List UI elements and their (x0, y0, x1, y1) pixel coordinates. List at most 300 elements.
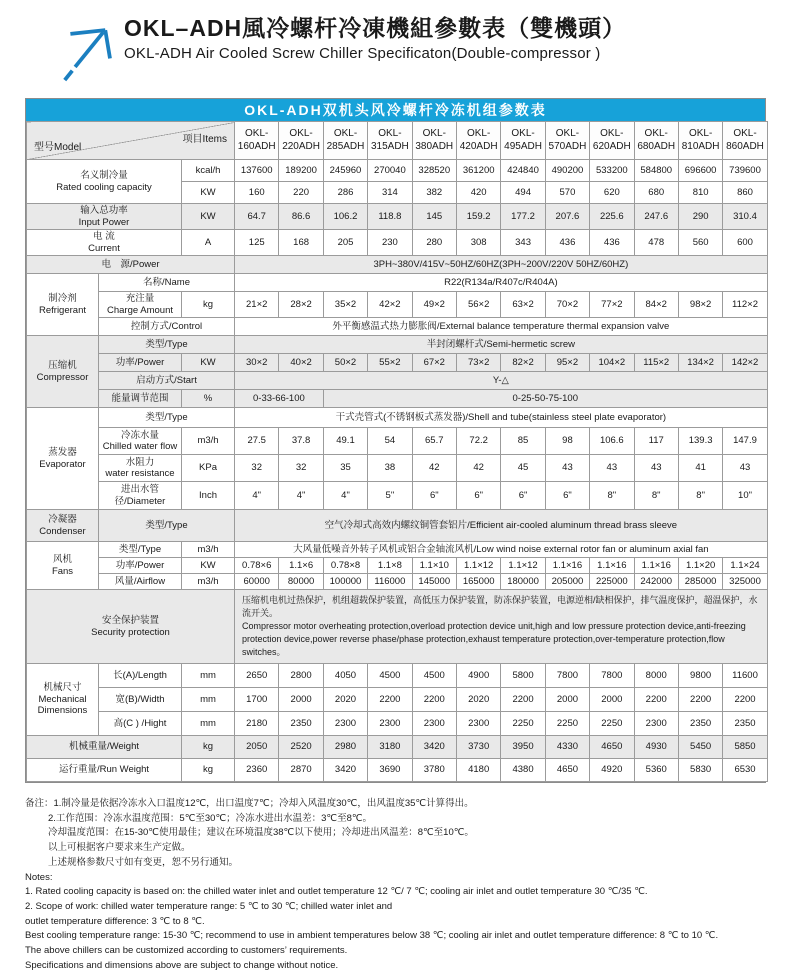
spec-row (27, 688, 768, 712)
value-cell: 494 (501, 182, 545, 204)
value-cell: 2000 (590, 688, 634, 712)
value-cell: 1.1×20 (678, 558, 722, 574)
row-label: 控制方式/Control (99, 318, 235, 336)
value-cell: 4920 (590, 759, 634, 782)
value-cell: 27.5 (235, 428, 279, 455)
value-cell: 620 (590, 182, 634, 204)
value-cell: 436 (545, 230, 589, 256)
value-cell: 60000 (235, 574, 279, 590)
value-cell: 177.2 (501, 204, 545, 230)
table-corner (27, 122, 235, 160)
value-cell: 67×2 (412, 354, 456, 372)
title-block (0, 10, 790, 94)
value-cell: 343 (501, 230, 545, 256)
value-cell: 600 (723, 230, 767, 256)
spec-row (27, 510, 768, 542)
row-label: 机械重量/Weight (27, 736, 182, 759)
value-cell: 696600 (678, 160, 722, 182)
note-line: The above chillers can be customized according to customers’ requirements. (25, 945, 348, 957)
value-cell: 420 (456, 182, 500, 204)
unit-cell: % (182, 390, 235, 408)
spec-row (27, 542, 768, 558)
note-line: 备注：1.制冷量是依据冷冻水入口温度12℃，出口温度7℃；冷却入风温度30℃，出风温度35℃计算得出。 (25, 798, 474, 809)
arrow-logo-icon (36, 16, 118, 82)
model-column-header: OKL- 285ADH (323, 122, 367, 160)
value-cell: 45 (501, 455, 545, 482)
row-label: 安全保护装置 Security protection (27, 590, 235, 664)
value-cell: 64.7 (235, 204, 279, 230)
value-cell: 77×2 (590, 292, 634, 318)
group-label: 冷凝器 Condenser (27, 510, 99, 542)
value-cell: 230 (368, 230, 412, 256)
value-cell: 205 (323, 230, 367, 256)
value-cell: 7800 (590, 664, 634, 688)
value-cell: 11600 (723, 664, 767, 688)
value-cell: 2200 (723, 688, 767, 712)
spec-row (27, 574, 768, 590)
corner-items-label: 项目Items (182, 134, 228, 145)
value-cell: 49×2 (412, 292, 456, 318)
value-cell: 285000 (678, 574, 722, 590)
value-cell: 65.7 (412, 428, 456, 455)
value-cell: 3420 (412, 736, 456, 759)
value-cell: 2200 (368, 688, 412, 712)
model-column-header: OKL- 220ADH (279, 122, 323, 160)
value-cell: 1700 (235, 688, 279, 712)
value-cell: 86.6 (279, 204, 323, 230)
unit-cell: A (182, 230, 235, 256)
value-cell: 63×2 (501, 292, 545, 318)
value-cell: 142×2 (723, 354, 767, 372)
model-column-header: OKL- 570ADH (545, 122, 589, 160)
merged-value-cell: R22(R134a/R407c/R404A) (235, 274, 768, 292)
value-cell: 2180 (235, 712, 279, 736)
spec-row (27, 318, 768, 336)
value-cell: 310.4 (723, 204, 767, 230)
value-cell: 2650 (235, 664, 279, 688)
value-cell: 280 (412, 230, 456, 256)
value-cell: 125 (235, 230, 279, 256)
value-cell: 80000 (279, 574, 323, 590)
value-cell: 139.3 (678, 428, 722, 455)
value-cell: 38 (368, 455, 412, 482)
value-cell: 180000 (501, 574, 545, 590)
value-cell: 43 (590, 455, 634, 482)
value-cell: 1.1×16 (545, 558, 589, 574)
value-cell: 49.1 (323, 428, 367, 455)
spec-row (27, 336, 768, 354)
model-column-header: OKL- 620ADH (590, 122, 634, 160)
row-label: 风量/Airflow (99, 574, 182, 590)
value-cell: 245960 (323, 160, 367, 182)
value-cell: 1.1×12 (501, 558, 545, 574)
spec-row (27, 712, 768, 736)
spec-row (27, 455, 768, 482)
unit-cell: mm (182, 688, 235, 712)
model-header-row (27, 122, 768, 160)
value-cell: 1.1×16 (634, 558, 678, 574)
value-cell: 739600 (723, 160, 767, 182)
row-label: 运行重量/Run Weight (27, 759, 182, 782)
value-cell: 680 (634, 182, 678, 204)
merged-value-cell: 大风量低噪音外转子风机或铝合金轴流风机/Low wind noise external rotor fan or aluminum axial fan (235, 542, 768, 558)
titles (124, 14, 626, 62)
value-cell: 220 (279, 182, 323, 204)
unit-cell: KW (182, 354, 235, 372)
value-cell: 4" (279, 482, 323, 510)
value-cell: 3950 (501, 736, 545, 759)
value-cell: 490200 (545, 160, 589, 182)
value-cell: 5450 (678, 736, 722, 759)
value-cell: 70×2 (545, 292, 589, 318)
spec-row (27, 230, 768, 256)
value-cell: 560 (678, 230, 722, 256)
unit-cell: m3/h (182, 542, 235, 558)
model-column-header: OKL- 420ADH (456, 122, 500, 160)
value-cell: 85 (501, 428, 545, 455)
value-cell: 35 (323, 455, 367, 482)
spec-table (25, 98, 766, 783)
value-cell: 43 (545, 455, 589, 482)
value-cell: 1.1×10 (412, 558, 456, 574)
value-cell: 2050 (235, 736, 279, 759)
value-cell: 205000 (545, 574, 589, 590)
value-cell: 2800 (279, 664, 323, 688)
row-label: 类型/Type (99, 408, 235, 428)
unit-cell: Inch (182, 482, 235, 510)
value-cell: 134×2 (678, 354, 722, 372)
value-cell: 117 (634, 428, 678, 455)
value-cell: 116000 (368, 574, 412, 590)
merged-value-cell: Y-△ (235, 372, 768, 390)
spec-row (27, 664, 768, 688)
value-cell: 32 (279, 455, 323, 482)
value-cell: 7800 (545, 664, 589, 688)
unit-cell: KW (182, 558, 235, 574)
value-cell: 2300 (323, 712, 367, 736)
value-cell: 6" (545, 482, 589, 510)
model-column-header: OKL- 495ADH (501, 122, 545, 160)
value-cell: 2980 (323, 736, 367, 759)
value-cell: 104×2 (590, 354, 634, 372)
unit-cell: kcal/h (182, 160, 235, 182)
value-cell: 2350 (279, 712, 323, 736)
unit-cell: KW (182, 204, 235, 230)
value-cell: 2200 (412, 688, 456, 712)
value-cell: 1.1×6 (279, 558, 323, 574)
value-cell: 32 (235, 455, 279, 482)
value-cell: 35×2 (323, 292, 367, 318)
value-cell: 137600 (235, 160, 279, 182)
value-cell: 3420 (323, 759, 367, 782)
value-cell: 37.8 (279, 428, 323, 455)
row-label: 输入总功率 Input Power (27, 204, 182, 230)
value-cell: 42×2 (368, 292, 412, 318)
spec-row (27, 256, 768, 274)
value-cell: 106.6 (590, 428, 634, 455)
value-cell: 6" (501, 482, 545, 510)
value-cell: 290 (678, 204, 722, 230)
value-cell: 860 (723, 182, 767, 204)
value-cell: 6" (456, 482, 500, 510)
value-cell: 112×2 (723, 292, 767, 318)
merged-value-cell: 0-25-50-75-100 (323, 390, 767, 408)
value-cell: 98×2 (678, 292, 722, 318)
spec-row (27, 292, 768, 318)
value-cell: 50×2 (323, 354, 367, 372)
row-label: 类型/Type (99, 510, 235, 542)
unit-cell: kg (182, 759, 235, 782)
value-cell: 147.9 (723, 428, 767, 455)
merged-value-cell: 外平衡感温式热力膨胀阀/External balance temperature thermal expansion valve (235, 318, 768, 336)
row-label: 水阻力 water resistance (99, 455, 182, 482)
value-cell: 2020 (456, 688, 500, 712)
spec-row (27, 354, 768, 372)
value-cell: 0.78×8 (323, 558, 367, 574)
value-cell: 424840 (501, 160, 545, 182)
value-cell: 4500 (412, 664, 456, 688)
value-cell: 810 (678, 182, 722, 204)
unit-cell: KPa (182, 455, 235, 482)
value-cell: 5830 (678, 759, 722, 782)
row-label: 启动方式/Start (99, 372, 235, 390)
spec-row (27, 428, 768, 455)
value-cell: 2250 (545, 712, 589, 736)
value-cell: 4650 (590, 736, 634, 759)
value-cell: 1.1×16 (590, 558, 634, 574)
model-column-header: OKL- 160ADH (235, 122, 279, 160)
value-cell: 325000 (723, 574, 767, 590)
notes-block (25, 797, 766, 974)
note-line: 2.工作范围：冷冻水温度范围：5℃至30℃；冷冻水进出水温差：3℃至8℃。 (48, 812, 373, 824)
spec-row (27, 204, 768, 230)
value-cell: 328520 (412, 160, 456, 182)
value-cell: 225.6 (590, 204, 634, 230)
value-cell: 4330 (545, 736, 589, 759)
value-cell: 4050 (323, 664, 367, 688)
value-cell: 2350 (678, 712, 722, 736)
value-cell: 0.78×6 (235, 558, 279, 574)
value-cell: 159.2 (456, 204, 500, 230)
group-label: 机械尺寸 Mechanical Dimensions (27, 664, 99, 736)
value-cell: 28×2 (279, 292, 323, 318)
row-label: 宽(B)/Width (99, 688, 182, 712)
unit-cell: mm (182, 664, 235, 688)
value-cell: 72.2 (456, 428, 500, 455)
spec-row (27, 590, 768, 664)
spec-row (27, 736, 768, 759)
model-column-header: OKL- 315ADH (368, 122, 412, 160)
value-cell: 10" (723, 482, 767, 510)
spec-row (27, 274, 768, 292)
value-cell: 1.1×24 (723, 558, 767, 574)
value-cell: 270040 (368, 160, 412, 182)
group-label: 风机 Fans (27, 542, 99, 590)
value-cell: 1.1×12 (456, 558, 500, 574)
merged-value-cell: 0-33-66-100 (235, 390, 324, 408)
value-cell: 2000 (545, 688, 589, 712)
security-text-cell: 压缩机电机过热保护，机组超载保护装置，高低压力保护装置，防冻保护装置，电源逆相/缺相保护，排气温度保护，超温保护，水流开关。 Compressor motor overheating protection,overload protection device unit,high and low pressure protection device,anti-freezing protection device,power reverse phase/phase protection,exhaust temperature protection,over-temperature protection,flow switches。 (235, 590, 768, 664)
value-cell: 54 (368, 428, 412, 455)
row-label: 类型/Type (99, 542, 182, 558)
value-cell: 9800 (678, 664, 722, 688)
row-label: 名称/Name (99, 274, 235, 292)
value-cell: 41 (678, 455, 722, 482)
value-cell: 56×2 (456, 292, 500, 318)
value-cell: 2200 (634, 688, 678, 712)
value-cell: 40×2 (279, 354, 323, 372)
value-cell: 4" (323, 482, 367, 510)
note-line: 上述规格参数尺寸如有变更，恕不另行通知。 (48, 856, 239, 868)
value-cell: 6" (412, 482, 456, 510)
model-column-header: OKL- 810ADH (678, 122, 722, 160)
merged-value-cell: 干式壳管式(不锈钢板式蒸发器)/Shell and tube(stainless steel plate evaporator) (235, 408, 768, 428)
spec-row (27, 558, 768, 574)
row-label: 高(C ) /Hight (99, 712, 182, 736)
value-cell: 118.8 (368, 204, 412, 230)
value-cell: 207.6 (545, 204, 589, 230)
merged-value-cell: 3PH~380V/415V~50HZ/60HZ(3PH~200V/220V 50HZ/60HZ) (235, 256, 768, 274)
value-cell: 8" (590, 482, 634, 510)
value-cell: 3690 (368, 759, 412, 782)
merged-value-cell: 空气冷却式高效内螺纹铜管套铝片/Efficient air-cooled aluminum thread brass sleeve (235, 510, 768, 542)
value-cell: 8" (634, 482, 678, 510)
model-column-header: OKL- 860ADH (723, 122, 767, 160)
value-cell: 98 (545, 428, 589, 455)
value-cell: 160 (235, 182, 279, 204)
value-cell: 5360 (634, 759, 678, 782)
value-cell: 436 (590, 230, 634, 256)
value-cell: 2360 (235, 759, 279, 782)
spec-table-body (27, 122, 768, 782)
page-title-zh: OKL–ADH風冷螺杆冷凍機組參數表（雙機頭） (124, 15, 627, 41)
row-label: 功率/Power (99, 354, 182, 372)
value-cell: 189200 (279, 160, 323, 182)
value-cell: 3180 (368, 736, 412, 759)
value-cell: 2250 (590, 712, 634, 736)
group-label: 压缩机 Compressor (27, 336, 99, 408)
value-cell: 584800 (634, 160, 678, 182)
value-cell: 2350 (723, 712, 767, 736)
value-cell: 3780 (412, 759, 456, 782)
merged-value-cell: 半封闭螺杆式/Semi-hermetic screw (235, 336, 768, 354)
value-cell: 4500 (368, 664, 412, 688)
value-cell: 6530 (723, 759, 767, 782)
value-cell: 314 (368, 182, 412, 204)
row-label: 电 流 Current (27, 230, 182, 256)
value-cell: 2870 (279, 759, 323, 782)
unit-cell: kg (182, 736, 235, 759)
row-label: 进出水管径/Diameter (99, 482, 182, 510)
value-cell: 42 (456, 455, 500, 482)
value-cell: 4" (235, 482, 279, 510)
value-cell: 308 (456, 230, 500, 256)
spec-row (27, 408, 768, 428)
row-label: 冷冻水量 Chilled water flow (99, 428, 182, 455)
value-cell: 2000 (279, 688, 323, 712)
note-line: Notes: (25, 871, 53, 883)
row-label: 能量调节范围 (99, 390, 182, 408)
value-cell: 73×2 (456, 354, 500, 372)
value-cell: 2300 (634, 712, 678, 736)
value-cell: 2300 (456, 712, 500, 736)
value-cell: 3730 (456, 736, 500, 759)
note-line: 冷却温度范围：在15-30℃使用最佳；建议在环境温度38℃以下使用；冷却进出风温差：8℃至10℃。 (48, 827, 474, 839)
table-caption: OKL-ADH双机头风冷螺杆冷冻机组参数表 (26, 99, 765, 121)
note-line: 2. Scope of work: chilled water temperature range: 5 ℃ to 30 ℃; chilled water inlet and (25, 901, 393, 913)
value-cell: 106.2 (323, 204, 367, 230)
group-label: 制冷剂 Refrigerant (27, 274, 99, 336)
row-label: 长(A)/Length (99, 664, 182, 688)
value-cell: 570 (545, 182, 589, 204)
note-line: Specifications and dimensions above are subject to change without notice. (25, 959, 339, 971)
note-line: 1. Rated cooling capacity is based on: the chilled water inlet and outlet temperature 12 ℃/ 7 ℃; cooling air inlet and outlet temperature 30 ℃/35 ℃. (25, 886, 648, 898)
unit-cell: m3/h (182, 428, 235, 455)
value-cell: 4180 (456, 759, 500, 782)
value-cell: 21×2 (235, 292, 279, 318)
value-cell: 145000 (412, 574, 456, 590)
value-cell: 5800 (501, 664, 545, 688)
value-cell: 30×2 (235, 354, 279, 372)
spec-row (27, 372, 768, 390)
value-cell: 8" (678, 482, 722, 510)
value-cell: 2020 (323, 688, 367, 712)
value-cell: 165000 (456, 574, 500, 590)
unit-cell: m3/h (182, 574, 235, 590)
value-cell: 286 (323, 182, 367, 204)
row-label: 电 源/Power (27, 256, 235, 274)
value-cell: 95×2 (545, 354, 589, 372)
spec-row (27, 160, 768, 182)
value-cell: 4650 (545, 759, 589, 782)
value-cell: 478 (634, 230, 678, 256)
value-cell: 242000 (634, 574, 678, 590)
row-label: 类型/Type (99, 336, 235, 354)
value-cell: 533200 (590, 160, 634, 182)
value-cell: 42 (412, 455, 456, 482)
corner-model-label: 型号Model (34, 142, 82, 153)
value-cell: 4380 (501, 759, 545, 782)
page-title-en: OKL-ADH Air Cooled Screw Chiller Specificaton(Double-compressor ) (124, 44, 601, 62)
value-cell: 8000 (634, 664, 678, 688)
spec-row (27, 482, 768, 510)
value-cell: 115×2 (634, 354, 678, 372)
spec-row (27, 390, 768, 408)
value-cell: 100000 (323, 574, 367, 590)
value-cell: 2300 (412, 712, 456, 736)
value-cell: 84×2 (634, 292, 678, 318)
value-cell: 225000 (590, 574, 634, 590)
value-cell: 2300 (368, 712, 412, 736)
value-cell: 2250 (501, 712, 545, 736)
note-line: 以上可根据客户要求来生产定做。 (48, 842, 191, 854)
value-cell: 1.1×8 (368, 558, 412, 574)
row-label: 功率/Power (99, 558, 182, 574)
value-cell: 43 (723, 455, 767, 482)
value-cell: 2200 (678, 688, 722, 712)
value-cell: 5" (368, 482, 412, 510)
group-label: 蒸发器 Evaporator (27, 408, 99, 510)
model-column-header: OKL- 680ADH (634, 122, 678, 160)
value-cell: 55×2 (368, 354, 412, 372)
value-cell: 145 (412, 204, 456, 230)
value-cell: 247.6 (634, 204, 678, 230)
note-line: outlet temperature difference: 3 ℃ to 8 ℃. (25, 915, 205, 927)
value-cell: 382 (412, 182, 456, 204)
value-cell: 168 (279, 230, 323, 256)
value-cell: 2520 (279, 736, 323, 759)
unit-cell: mm (182, 712, 235, 736)
